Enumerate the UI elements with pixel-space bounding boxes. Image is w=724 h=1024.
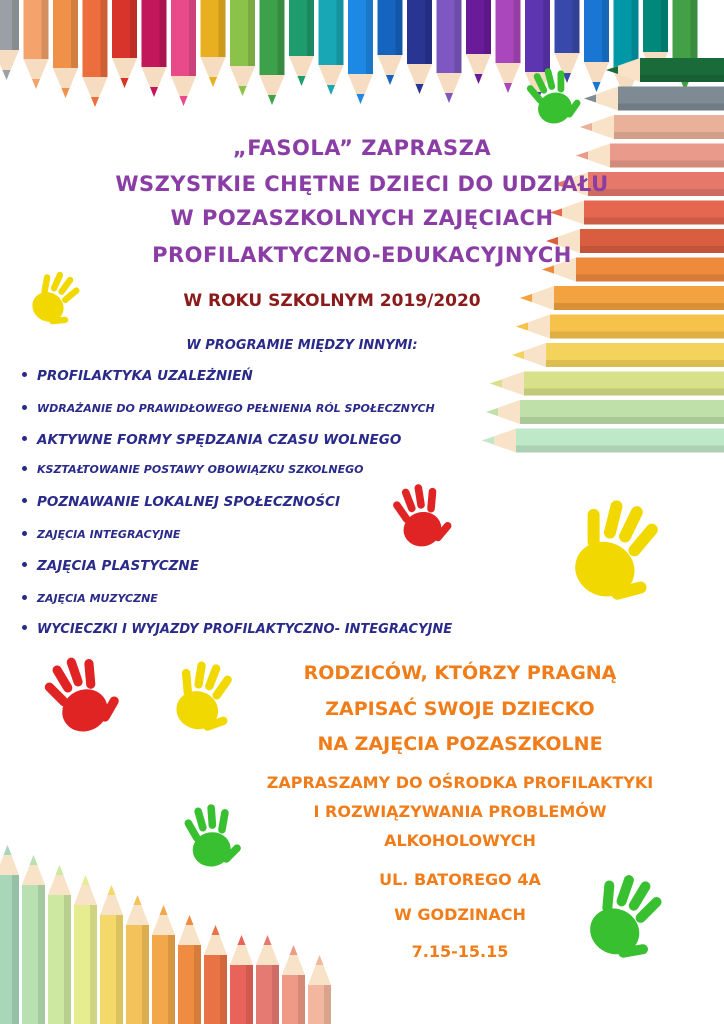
program-intro: W PROGRAMIE MIĘDZY INNYMI: <box>186 338 418 353</box>
right-pencil <box>490 372 724 396</box>
top-pencil <box>83 0 108 107</box>
header-line-2: WSZYSTKIE CHĘTNE DZIECI DO UDZIAŁU <box>115 172 609 196</box>
bottom-pencil <box>0 845 19 1024</box>
top-pencil <box>112 0 137 88</box>
opening-hours: 7.15-15.15 <box>411 942 509 961</box>
top-pencil <box>53 0 78 98</box>
top-pencil <box>466 0 491 84</box>
top-pencil <box>142 0 167 97</box>
program-item: POZNAWANIE LOKALNEJ SPOŁECZNOŚCI <box>22 494 340 510</box>
right-pencil <box>584 87 724 111</box>
top-pencil <box>614 0 639 101</box>
handprint-icon <box>561 490 674 611</box>
top-pencil <box>378 0 403 85</box>
top-pencil <box>24 0 49 89</box>
bottom-pencil <box>178 915 201 1024</box>
top-pencil <box>289 0 314 86</box>
parents-line-2: ZAPISAĆ SWOJE DZIECKO <box>325 698 595 720</box>
top-pencil <box>496 0 521 93</box>
top-pencil <box>260 0 285 105</box>
bottom-pencil <box>48 865 71 1024</box>
bottom-pencil <box>22 855 45 1024</box>
header-line-1: „FASOLA” ZAPRASZA <box>232 136 492 160</box>
top-pencil <box>437 0 462 103</box>
top-pencil <box>407 0 432 94</box>
hours-label: W GODZINACH <box>394 905 526 924</box>
bullet-icon <box>22 531 27 536</box>
program-item: KSZTAŁTOWANIE POSTAWY OBOWIĄZKU SZKOLNEGO <box>22 463 363 476</box>
address: UL. BATOREGO 4A <box>379 870 541 889</box>
invite-line-3: ALKOHOLOWYCH <box>384 831 536 850</box>
program-item: PROFILAKTYKA UZALEŻNIEŃ <box>22 368 253 384</box>
bottom-pencil <box>74 875 97 1024</box>
right-pencil <box>486 400 724 424</box>
bullet-icon <box>22 466 27 471</box>
top-pencil <box>319 0 344 95</box>
invite-line-1: ZAPRASZAMY DO OŚRODKA PROFILAKTYKI <box>266 773 654 792</box>
bullet-icon <box>22 436 27 441</box>
top-pencil <box>0 0 19 80</box>
program-item: ZAJĘCIA PLASTYCZNE <box>22 558 199 574</box>
bullet-icon <box>22 562 27 567</box>
top-pencil <box>584 0 609 92</box>
bottom-pencil <box>308 955 331 1024</box>
handprint-icon <box>388 478 456 552</box>
program-item: WDRAŻANIE DO PRAWIDŁOWEGO PEŁNIENIA RÓL SPOŁECZNYCH <box>22 402 435 415</box>
header-line-3: W POZASZKOLNYCH ZAJĘCIACH <box>170 206 554 230</box>
top-pencil <box>230 0 255 96</box>
bullet-icon <box>22 498 27 503</box>
top-pencil <box>171 0 196 106</box>
program-item: WYCIECZKI I WYJAZDY PROFILAKTYCZNO- INTEGRACYJNE <box>22 622 452 637</box>
bullet-icon <box>22 372 27 377</box>
bottom-pencil <box>204 925 227 1024</box>
right-pencil <box>516 315 724 339</box>
school-year: W ROKU SZKOLNYM 2019/2020 <box>183 291 481 311</box>
program-item: AKTYWNE FORMY SPĘDZANIA CZASU WOLNEGO <box>22 432 401 448</box>
parents-line-3: NA ZAJĘCIA POZASZKOLNE <box>317 733 603 755</box>
program-item: ZAJĘCIA MUZYCZNE <box>22 592 158 605</box>
right-pencil <box>482 429 724 453</box>
program-item: ZAJĘCIA INTEGRACYJNE <box>22 528 180 541</box>
top-pencil <box>555 0 580 83</box>
top-pencil <box>201 0 226 87</box>
top-pencil <box>348 0 373 104</box>
header-line-4: PROFILAKTYCZNO-EDUKACYJNYCH <box>152 243 572 267</box>
invite-line-2: I ROZWIĄZYWANIA PROBLEMÓW <box>313 802 607 821</box>
bullet-icon <box>22 405 27 410</box>
parents-line-1: RODZICÓW, KTÓRZY PRAGNĄ <box>303 662 617 684</box>
bullet-icon <box>22 595 27 600</box>
handprint-icon <box>36 645 127 741</box>
bullet-icon <box>22 625 27 630</box>
